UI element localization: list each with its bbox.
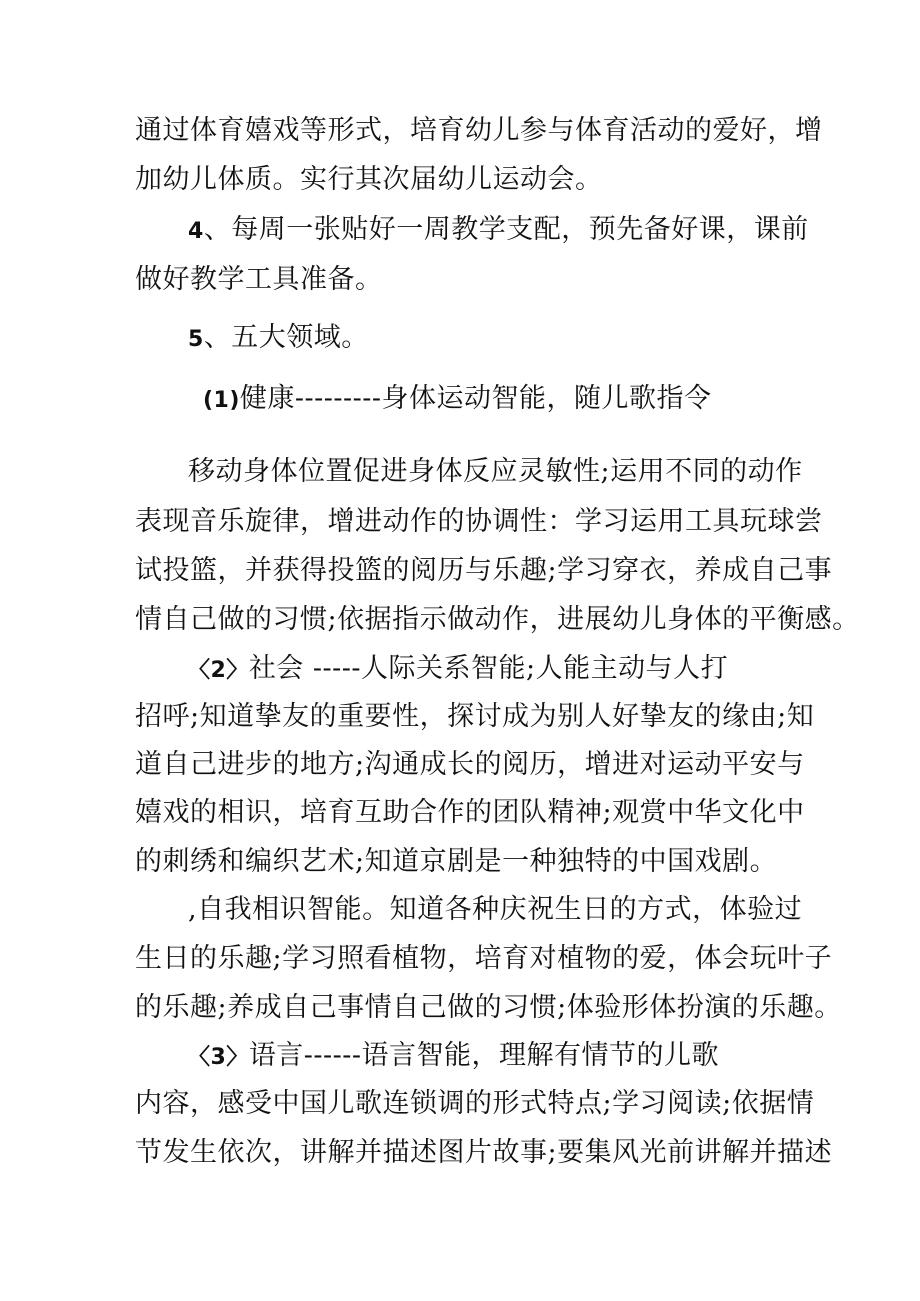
item-number: (1) xyxy=(203,388,240,413)
text-line xyxy=(188,652,728,688)
text-line xyxy=(188,321,369,357)
line-text: 生日的乐趣;学习照看植物，培育对植物的爱，体会玩叶子 xyxy=(135,943,833,974)
line-text: 健康---------身体运动智能，随儿歌指令 xyxy=(239,383,712,414)
line-text: 社会 -----人际关系智能;人能主动与人打 xyxy=(248,653,729,684)
item-number: 〈3〉 xyxy=(188,1045,249,1070)
line-text: 加幼儿体质。实行其次届幼儿运动会。 xyxy=(135,164,603,195)
text-line xyxy=(135,505,823,541)
line-text: 情自己做的习惯;依据指示做动作，进展幼儿身体的平衡感。 xyxy=(135,604,860,635)
line-text: 的乐趣;养成自己事情自己做的习惯;体验形体扮演的乐趣。 xyxy=(135,992,842,1023)
line-text: 通过体育嬉戏等形式，培育幼儿参与体育活动的爱好，增 xyxy=(135,115,823,146)
text-line xyxy=(188,1039,719,1075)
line-text: 、每周一张贴好一周教学支配，预先备好课，课前 xyxy=(203,214,809,245)
line-text: 做好教学工具准备。 xyxy=(135,264,383,295)
line-text: 招呼;知道挚友的重要性，探讨成为别人好挚友的缘由;知 xyxy=(135,701,815,732)
text-line xyxy=(135,163,603,199)
text-line xyxy=(135,796,805,832)
line-text: 、五大领域。 xyxy=(203,322,369,353)
text-line xyxy=(135,748,805,784)
line-text: 道自己进步的地方;沟通成长的阅历，增进对运动平安与 xyxy=(135,749,805,780)
text-line xyxy=(188,893,802,929)
text-line xyxy=(135,845,777,881)
line-text: 的刺绣和编织艺术;知道京剧是一种独特的中国戏剧。 xyxy=(135,846,778,877)
line-text: 节发生依次，讲解并描述图片故事;要集风光前讲解并描述 xyxy=(135,1137,833,1168)
text-line xyxy=(188,213,809,249)
text-line xyxy=(188,455,803,491)
text-line xyxy=(135,942,832,978)
line-text: 表现音乐旋律，增进动作的协调性：学习运用工具玩球尝 xyxy=(135,506,823,537)
line-text: ,自我相识智能。知道各种庆祝生日的方式，体验过 xyxy=(188,894,803,925)
text-line xyxy=(135,603,860,639)
text-line xyxy=(135,263,383,299)
item-number: 4 xyxy=(188,219,204,244)
text-line xyxy=(135,1087,814,1123)
line-text: 语言------语言智能，理解有情节的儿歌 xyxy=(248,1040,720,1071)
item-number: 〈2〉 xyxy=(188,658,249,683)
text-line xyxy=(135,114,823,150)
text-line xyxy=(135,554,832,590)
line-text: 移动身体位置促进身体反应灵敏性;运用不同的动作 xyxy=(188,456,803,487)
line-text: 内容，感受中国儿歌连锁调的形式特点;学习阅读;依据情 xyxy=(135,1088,815,1119)
text-line xyxy=(135,1136,832,1172)
text-line xyxy=(135,991,842,1027)
line-text: 嬉戏的相识，培育互助合作的团队精神;观赏中华文化中 xyxy=(135,797,805,828)
item-number: 5 xyxy=(188,327,204,352)
text-line xyxy=(203,382,712,418)
text-line xyxy=(135,700,814,736)
line-text: 试投篮，并获得投篮的阅历与乐趣;学习穿衣，养成自己事 xyxy=(135,555,833,586)
